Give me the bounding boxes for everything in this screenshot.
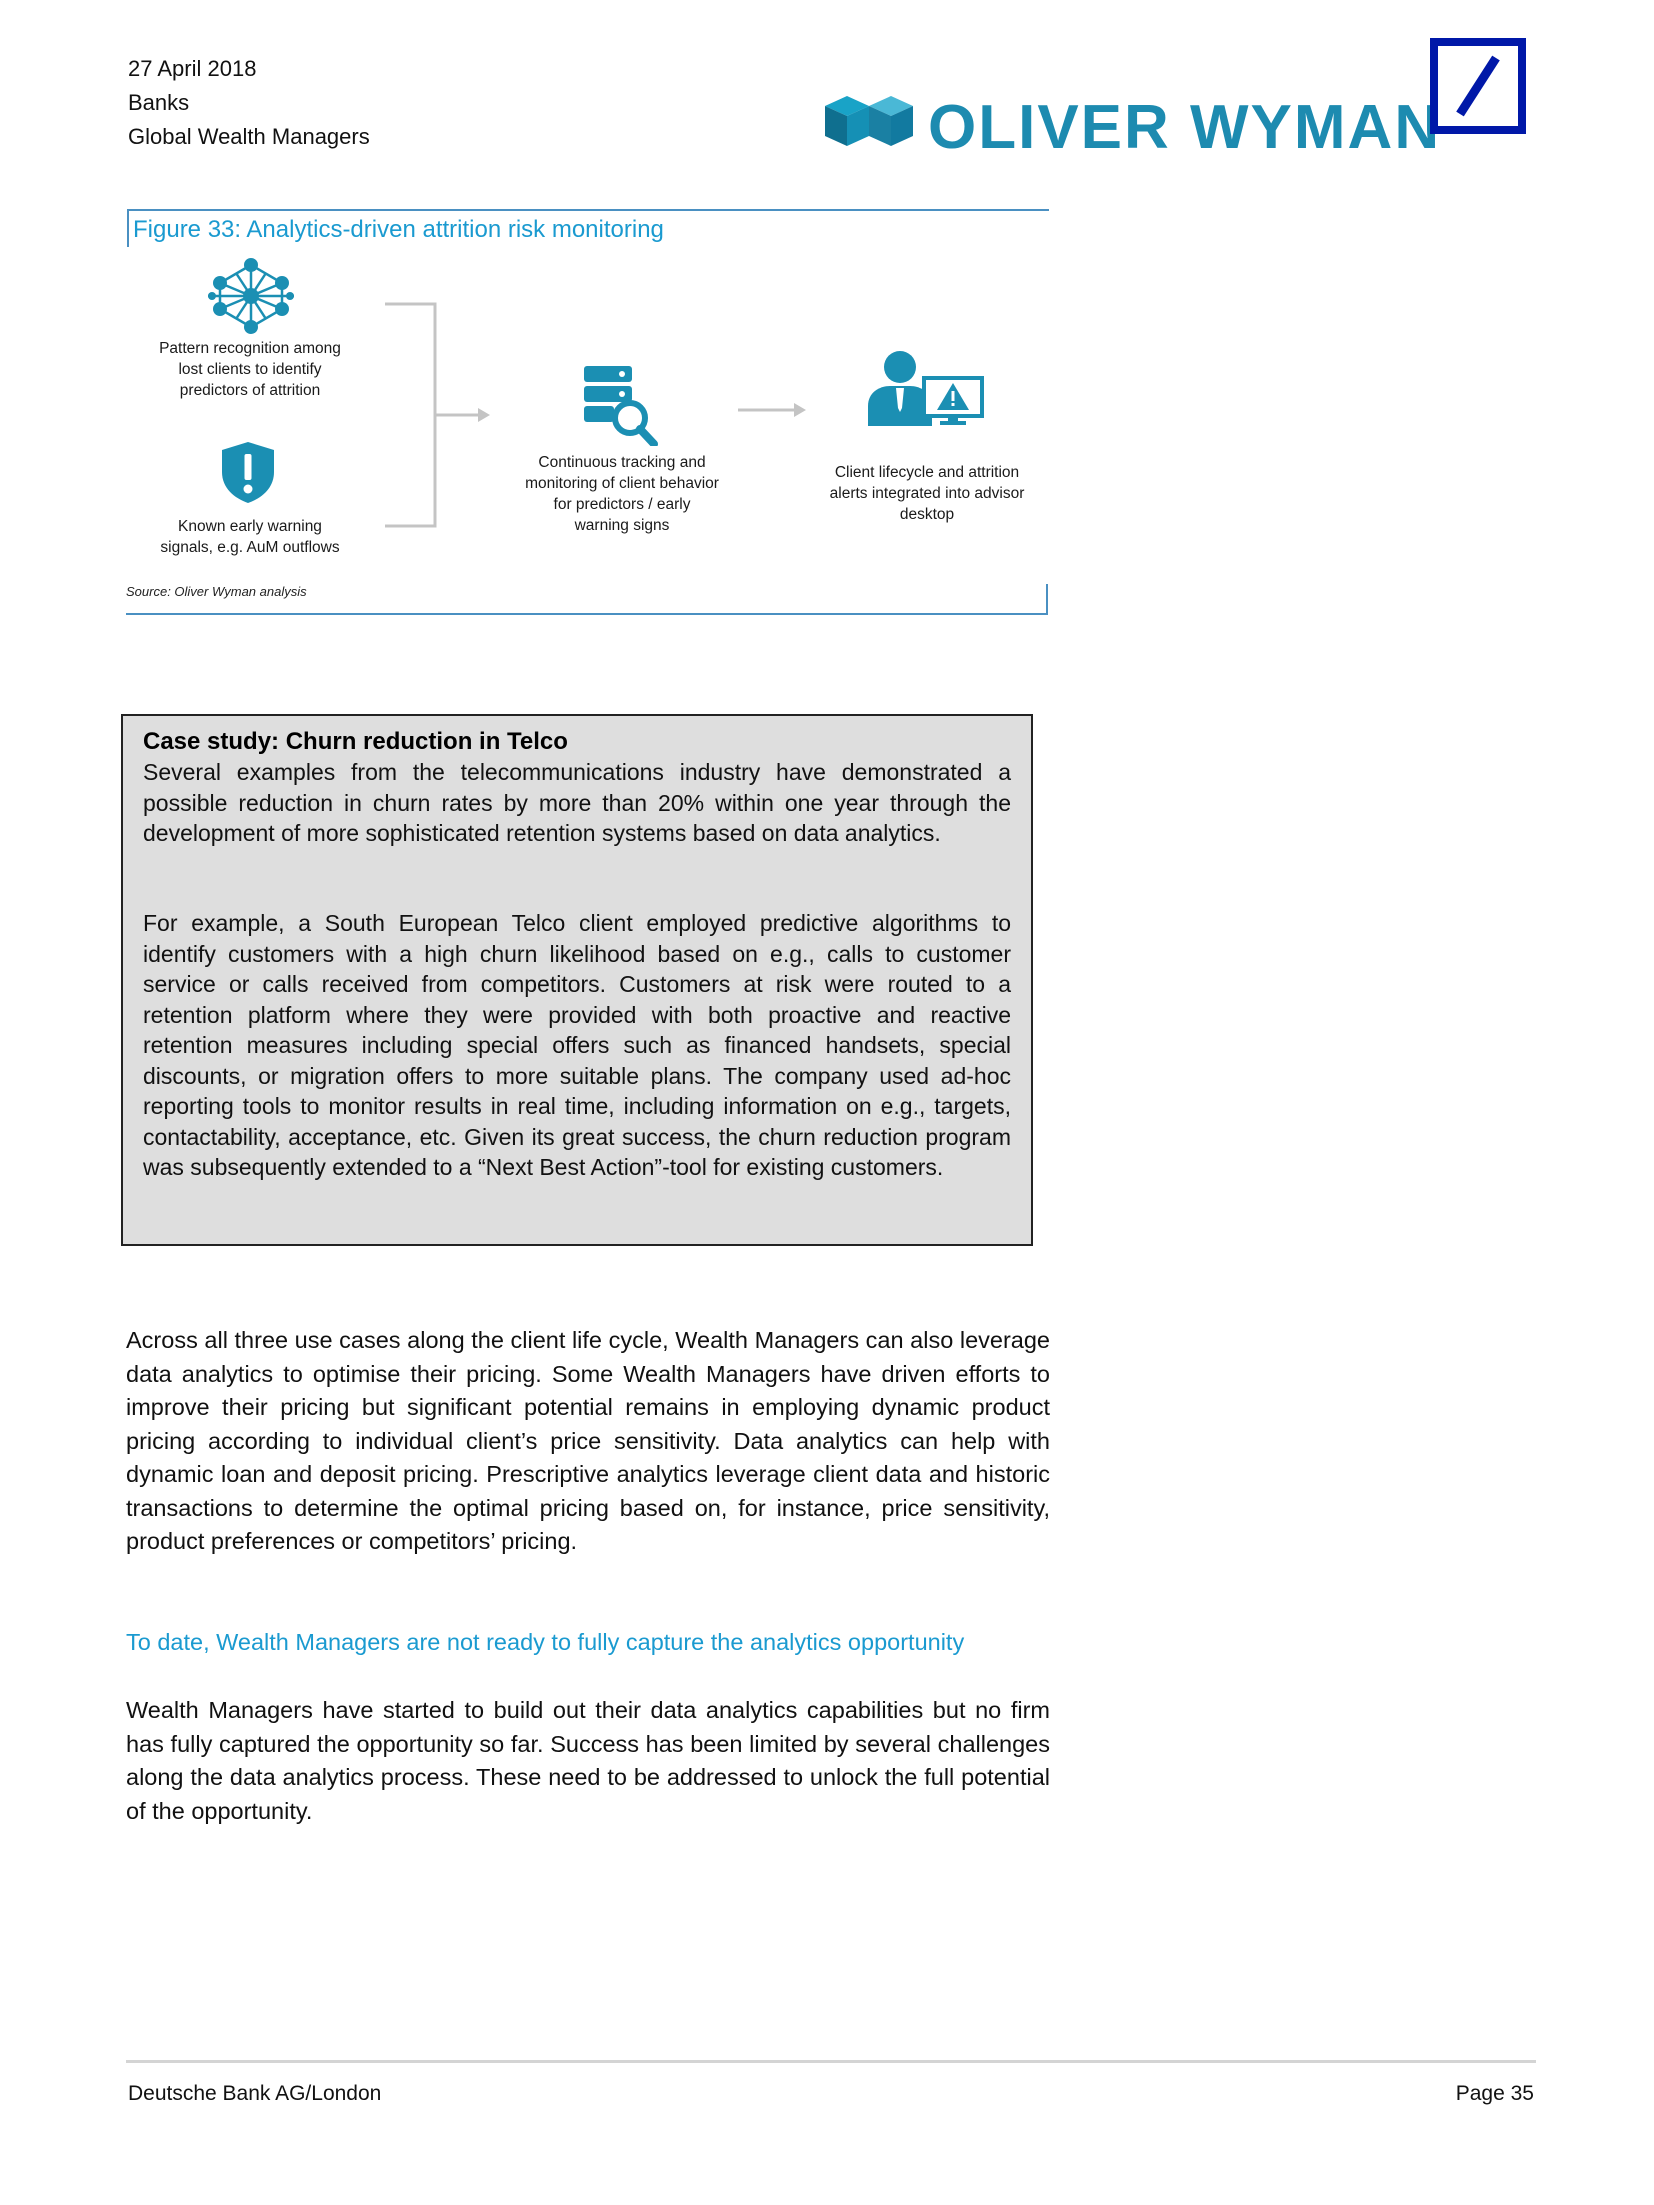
oliver-wyman-logo-mark <box>825 96 913 156</box>
advisor-alert-icon <box>868 350 984 426</box>
figure-top-rule <box>127 209 1049 211</box>
page-number: Page 35 <box>1455 2082 1534 2105</box>
figure-title: Figure 33: Analytics-driven attrition risk monitoring <box>133 216 664 243</box>
footer-publisher: Deutsche Bank AG/London <box>128 2082 382 2105</box>
figure-right-rule <box>1046 584 1048 615</box>
server-search-icon <box>584 366 660 446</box>
figure-source: Source: Oliver Wyman analysis <box>126 584 307 599</box>
flow-arrow <box>738 402 806 418</box>
case-study-paragraph-1: Several examples from the telecommunications industry have demonstrated a possible reduction in churn rates by more than 20% within one year through the development of more sophisticated retention systems based on data analytics. <box>143 759 1011 846</box>
step-tracking-label: Continuous tracking and monitoring of client behavior for predictors / early warning signs <box>525 454 719 534</box>
figure-bottom-rule <box>126 613 1048 615</box>
network-icon <box>208 257 294 335</box>
deutsche-bank-logo <box>1430 38 1526 134</box>
figure-left-rule <box>127 209 129 247</box>
merge-bracket <box>380 300 490 530</box>
report-date: 27 April 2018 <box>128 56 257 81</box>
footer-rule <box>126 2060 1536 2063</box>
oliver-wyman-logo-text: OLIVER WYMAN <box>928 93 1442 162</box>
case-study-box <box>121 714 1033 1246</box>
section-heading: To date, Wealth Managers are not ready to fully capture the analytics opportunity <box>126 1629 965 1655</box>
step-pattern-label: Pattern recognition among lost clients to identify predictors of attrition <box>159 340 341 399</box>
report-sector: Banks <box>128 90 190 115</box>
report-title: Global Wealth Managers <box>128 124 370 149</box>
case-study-paragraph-2: For example, a South European Telco client employed predictive algorithms to identify customers with a high churn likelihood based on e.g., calls to customer service or calls received from competitors. Customers at risk were routed to a retention platform where they were provided with both proactive and reactive retention measures including special offers such as financed handsets, special discounts, or migration offers to more suitable plans. The company used ad-hoc reporting tools to monitor results in real time, including information on e.g., targets, contactability, acceptance, etc. Given its great success, the churn reduction program was subsequently extended to a “Next Best Action”-tool for existing customers. <box>143 910 1011 1180</box>
step-warning-label: Known early warning signals, e.g. AuM outflows <box>160 518 340 556</box>
body-paragraph-pricing: Across all three use cases along the client life cycle, Wealth Managers can also leverage data analytics to optimise their pricing. Some Wealth Managers have driven efforts to improve their pricing but significant potential remains in employing dynamic product pricing according to individual client’s price sensitivity. Data analytics can help with dynamic loan and deposit pricing. Prescriptive analytics leverage client data and historic transactions to determine the optimal pricing based on, for instance, price sensitivity, product preferences or competitors’ pricing. <box>126 1327 1050 1554</box>
step-alerts-label: Client lifecycle and attrition alerts integrated into advisor desktop <box>829 464 1025 523</box>
shield-icon <box>220 440 276 504</box>
body-paragraph-challenges: Wealth Managers have started to build out their data analytics capabilities but no firm has fully captured the opportunity so far. Success has been limited by several challenges along the data analytics process. These need to be addressed to unlock the full potential of the opportunity. <box>126 1697 1050 1824</box>
case-study-title: Case study: Churn reduction in Telco <box>143 728 568 755</box>
